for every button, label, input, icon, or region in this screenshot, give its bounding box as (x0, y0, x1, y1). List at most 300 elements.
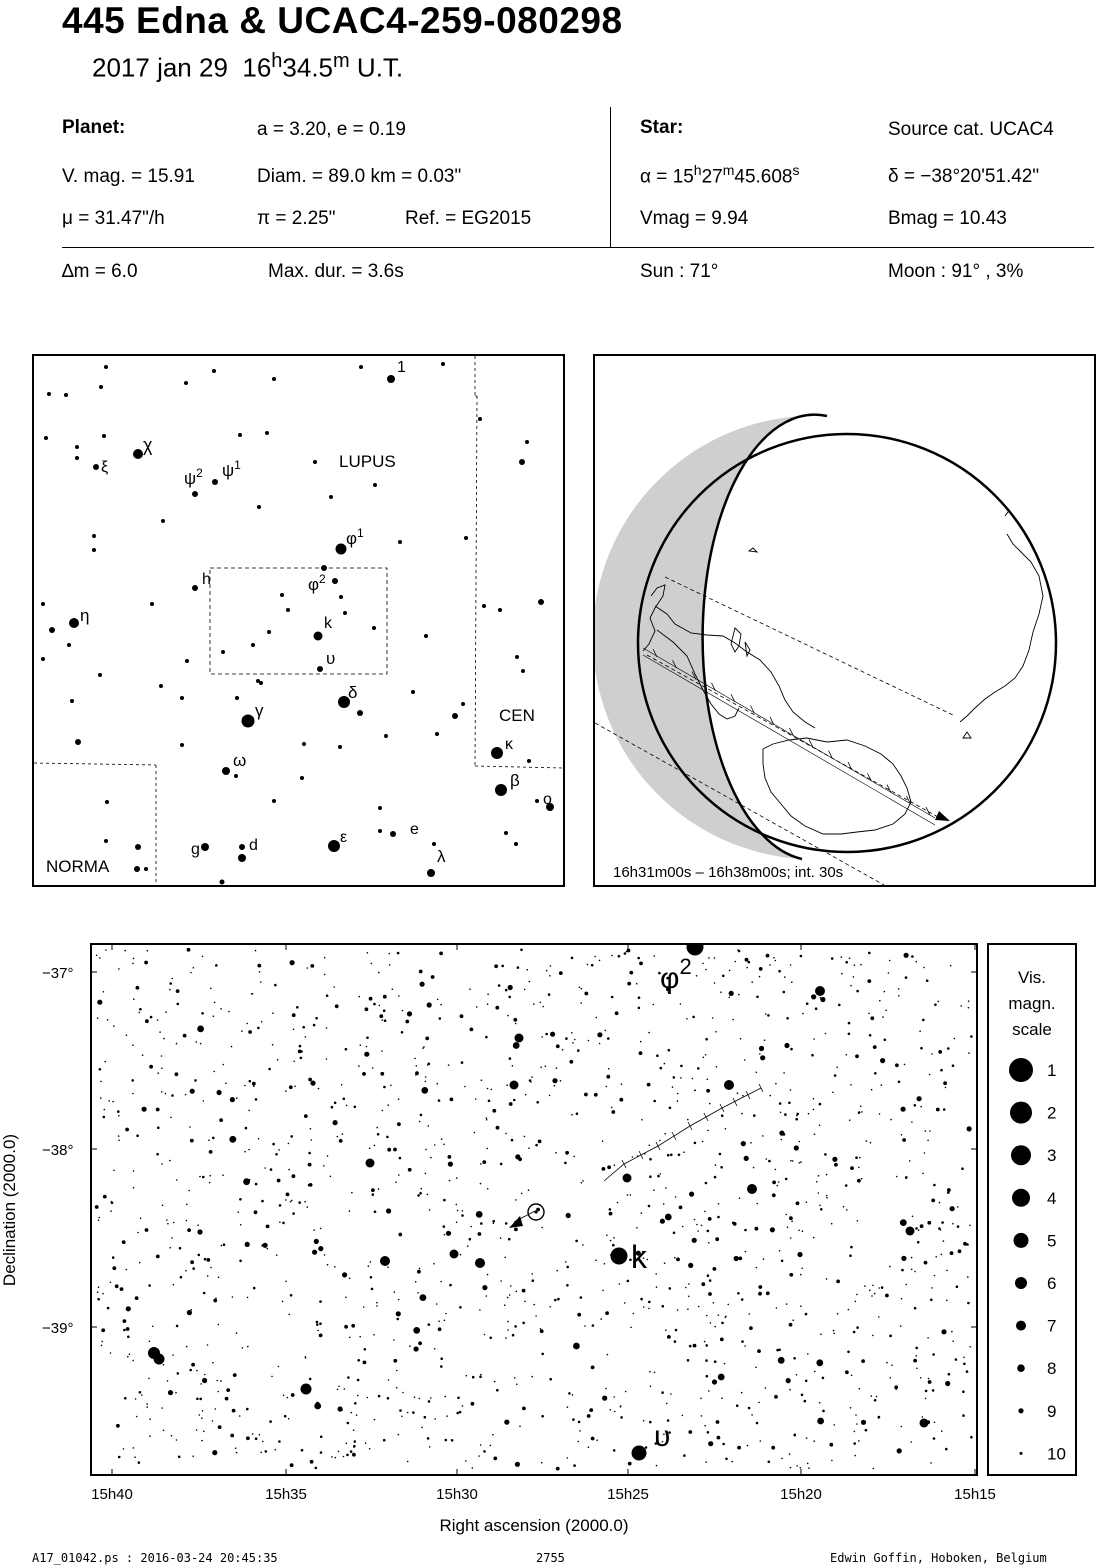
field-star (313, 1024, 316, 1027)
field-star (524, 989, 526, 991)
field-star (613, 1396, 615, 1398)
field-star (878, 1287, 880, 1289)
field-star (737, 949, 739, 951)
field-star (440, 1281, 442, 1283)
field-star (891, 1364, 893, 1366)
field-star (145, 1019, 149, 1023)
field-star (878, 1417, 880, 1419)
field-star (833, 1333, 835, 1335)
field-star (149, 1341, 151, 1343)
field-star (414, 1058, 416, 1060)
field-star (132, 1360, 134, 1362)
field-star (656, 1286, 658, 1288)
field-star (596, 1439, 598, 1441)
field-star (531, 1376, 533, 1378)
field-star (398, 1174, 400, 1176)
field-star (290, 1201, 292, 1203)
field-star (670, 1393, 672, 1395)
field-star (372, 1193, 375, 1196)
field-star (858, 1111, 861, 1114)
field-star (709, 1279, 712, 1282)
field-star (394, 1291, 396, 1293)
star-label-omega: ω (233, 751, 247, 770)
field-star (213, 1299, 217, 1303)
star-source: Source cat. UCAC4 (888, 119, 1054, 140)
field-star (647, 1083, 651, 1087)
field-star (656, 1465, 658, 1467)
field-star (922, 1019, 925, 1022)
field-star (252, 1082, 256, 1086)
field-star (113, 1170, 115, 1172)
field-star (509, 1294, 511, 1296)
field-star (103, 991, 105, 993)
field-star (191, 1309, 193, 1311)
field-star (407, 1412, 409, 1414)
field-star (446, 1231, 451, 1236)
field-star (599, 1043, 601, 1045)
field-star (841, 956, 843, 958)
field-star (522, 1322, 525, 1325)
field-star (228, 1011, 230, 1013)
field-star (843, 1206, 845, 1208)
field-star (324, 957, 326, 959)
field-star (785, 1214, 787, 1216)
field-star (298, 1050, 302, 1054)
field-star (800, 1161, 802, 1163)
field-star (791, 1220, 793, 1222)
field-star (507, 1329, 509, 1331)
field-star (555, 1152, 557, 1154)
field-star (540, 1328, 542, 1330)
field-star (209, 1150, 213, 1154)
field-star (705, 1359, 708, 1362)
field-star (335, 1457, 337, 1459)
field-star (387, 1266, 389, 1268)
field-star (490, 1445, 492, 1447)
field-star (641, 1119, 643, 1121)
field-star (219, 1118, 223, 1122)
field-star (789, 1453, 791, 1455)
field-star (445, 1313, 447, 1315)
field-star (353, 1446, 355, 1448)
field-star (491, 1089, 493, 1091)
finder-star (332, 578, 338, 584)
asteroid-path-tick (720, 1104, 724, 1112)
field-star (694, 1219, 696, 1221)
field-star (615, 1011, 619, 1015)
field-star (714, 982, 716, 984)
field-star (213, 1071, 215, 1073)
legend-dot (1012, 1189, 1030, 1207)
field-star (786, 1017, 789, 1020)
field-star (129, 1353, 131, 1355)
field-star (581, 1182, 583, 1184)
field-star (540, 1329, 544, 1333)
x-tick-label: 15h25 (607, 1486, 649, 1503)
field-star (800, 1467, 802, 1469)
field-star (901, 1134, 903, 1136)
bright-star-g (815, 986, 825, 996)
field-star (229, 1136, 236, 1143)
field-star (793, 1357, 796, 1360)
field-star (663, 1203, 665, 1205)
field-star (759, 967, 763, 971)
field-star (845, 1370, 849, 1374)
field-star (948, 1373, 951, 1376)
field-star (449, 1180, 451, 1182)
field-star (904, 1064, 906, 1066)
field-star (414, 1396, 416, 1398)
field-star (163, 1364, 165, 1366)
field-star (554, 1299, 557, 1302)
field-star (186, 1220, 188, 1222)
constellation-norma: NORMA (46, 857, 110, 876)
field-star (931, 1287, 933, 1289)
field-star (180, 1276, 183, 1279)
field-star (819, 1103, 822, 1106)
field-star (885, 1294, 889, 1298)
legend-mag-label: 4 (1047, 1188, 1057, 1208)
field-star (677, 1100, 679, 1102)
field-star (605, 1030, 607, 1032)
field-star (193, 967, 195, 969)
finder-star (159, 684, 163, 688)
field-star (369, 1448, 371, 1450)
field-star (857, 1179, 861, 1183)
field-star (790, 1237, 792, 1239)
field-star (487, 1274, 489, 1276)
field-star (715, 1237, 719, 1241)
moon-elongation: Moon : 91° , 3% (888, 261, 1024, 282)
event-minute: 34.5 (282, 52, 334, 83)
field-star (235, 1447, 237, 1449)
field-star (505, 1222, 508, 1225)
field-star (595, 1260, 597, 1262)
field-star (480, 1222, 483, 1225)
field-star (804, 1400, 807, 1403)
field-star (657, 1175, 660, 1178)
star-label-lambda: λ (437, 847, 446, 866)
field-star (934, 1422, 936, 1424)
field-star (381, 1050, 383, 1052)
field-star (456, 1412, 459, 1415)
star-label-k: k (324, 615, 332, 632)
field-star (187, 948, 191, 952)
field-star (796, 1374, 798, 1376)
field-star (448, 1064, 450, 1066)
field-star (683, 1151, 685, 1153)
field-star (688, 1296, 690, 1298)
field-star (506, 1084, 508, 1086)
footer-page-number: 2755 (536, 1551, 565, 1565)
field-star (264, 1167, 266, 1169)
field-star (451, 1439, 454, 1442)
field-star (365, 1442, 367, 1444)
field-star (326, 1027, 328, 1029)
field-star (624, 952, 627, 955)
target-star-dot (534, 1210, 537, 1213)
field-star (513, 1099, 516, 1102)
field-star (190, 1260, 194, 1264)
field-star (377, 1133, 380, 1136)
field-star (626, 951, 628, 953)
finder-star (495, 784, 507, 796)
field-star (240, 1224, 242, 1226)
field-star (727, 1304, 729, 1306)
field-star (724, 1363, 726, 1365)
field-star (365, 1007, 369, 1011)
field-star (230, 1434, 234, 1438)
field-star (257, 964, 261, 968)
field-star (276, 1254, 278, 1256)
field-star (421, 1427, 423, 1429)
field-star (696, 1224, 698, 1226)
field-star (210, 1267, 212, 1269)
finder-star (424, 634, 428, 638)
field-star (614, 1411, 616, 1413)
field-star (461, 1214, 464, 1217)
field-star (200, 1383, 202, 1385)
field-star (324, 974, 326, 976)
field-star (124, 1397, 127, 1400)
field-star (924, 1152, 926, 1154)
legend-dot (1010, 1102, 1032, 1124)
field-star (756, 1072, 758, 1074)
field-star (290, 960, 295, 965)
field-star (683, 1454, 686, 1457)
field-star (199, 1398, 202, 1401)
x-tick-label: 15h30 (436, 1486, 478, 1503)
field-star (241, 1030, 243, 1032)
field-star (456, 1177, 458, 1179)
field-star (669, 1107, 672, 1110)
field-star (165, 1093, 167, 1095)
field-star (826, 1278, 828, 1280)
field-star (549, 1095, 551, 1097)
field-star (789, 1216, 793, 1220)
field-star (579, 1430, 581, 1432)
field-star (697, 1230, 699, 1232)
field-star (915, 1355, 917, 1357)
field-star (138, 1461, 141, 1464)
field-star (438, 1320, 440, 1322)
planet-reference: Ref. = EG2015 (405, 208, 532, 229)
field-star (223, 1243, 226, 1246)
field-star (638, 1007, 641, 1010)
field-star (749, 1313, 751, 1315)
field-star (448, 1155, 452, 1159)
field-star (425, 1149, 427, 1151)
field-star (373, 1003, 376, 1006)
field-star (706, 1375, 709, 1378)
field-star (741, 1141, 746, 1146)
field-star (337, 1389, 339, 1391)
x-tick-label: 15h35 (265, 1486, 307, 1503)
field-star (434, 1418, 436, 1420)
field-star (709, 1103, 711, 1105)
field-star (609, 1409, 611, 1411)
field-star (430, 1397, 432, 1399)
field-star (212, 1450, 217, 1455)
field-star (885, 1010, 887, 1012)
field-star (954, 1038, 956, 1040)
field-star (654, 955, 656, 957)
field-star (620, 1416, 623, 1419)
field-star (214, 1002, 216, 1004)
field-star (945, 1087, 947, 1089)
field-star (304, 1114, 308, 1118)
field-star (196, 1041, 198, 1043)
field-star (126, 1327, 130, 1331)
field-star (789, 1389, 791, 1391)
field-star (171, 1094, 174, 1097)
field-star (912, 1216, 914, 1218)
field-star (515, 1154, 520, 1159)
field-star (759, 1046, 764, 1051)
finder-star (67, 643, 71, 647)
detail-label-k: k (631, 1239, 647, 1275)
field-star (775, 960, 777, 962)
field-star (233, 1373, 237, 1377)
field-star (389, 953, 391, 955)
field-star (963, 1363, 966, 1366)
field-star (248, 1030, 252, 1034)
field-star (868, 1013, 870, 1015)
field-star (890, 1377, 892, 1379)
field-star (832, 1157, 837, 1162)
field-star (386, 1136, 389, 1139)
field-star (926, 979, 929, 982)
field-star (755, 1227, 759, 1231)
field-star (317, 1330, 319, 1332)
finder-star (47, 392, 51, 396)
field-star (680, 1003, 682, 1005)
field-star (915, 1347, 918, 1350)
field-star (203, 1292, 206, 1295)
finder-star (427, 869, 435, 877)
finder-star (192, 585, 198, 591)
field-star (246, 1408, 249, 1411)
field-star (705, 1054, 707, 1056)
field-star (405, 1020, 409, 1024)
field-star (508, 985, 513, 990)
field-star (483, 1450, 486, 1453)
field-star (713, 1267, 717, 1271)
field-star (268, 1068, 271, 1071)
field-star (415, 1071, 419, 1075)
field-star (873, 1045, 877, 1049)
field-star (917, 1096, 922, 1101)
field-star (398, 995, 400, 997)
star-label-gamma: γ (255, 701, 264, 720)
field-star (383, 1439, 386, 1442)
field-star (796, 1113, 799, 1116)
field-star (941, 1254, 943, 1256)
field-star (829, 1443, 833, 1447)
field-star (232, 1409, 236, 1413)
field-star (445, 1439, 448, 1442)
field-star (619, 1283, 621, 1285)
field-star (833, 1424, 835, 1426)
field-star (850, 985, 852, 987)
field-star (665, 1187, 667, 1189)
field-star (753, 1167, 755, 1169)
field-star (784, 1113, 787, 1116)
field-star (277, 1179, 281, 1183)
field-star (806, 1002, 809, 1005)
field-star (287, 1397, 289, 1399)
field-star (508, 996, 511, 999)
field-star (148, 1284, 151, 1287)
field-star (853, 976, 855, 978)
field-star (212, 1137, 215, 1140)
field-star (584, 992, 588, 996)
field-star (315, 1017, 318, 1020)
field-star (173, 1222, 175, 1224)
field-star (798, 1230, 800, 1232)
field-star (737, 1446, 741, 1450)
field-star (667, 1335, 671, 1339)
field-star (520, 949, 523, 952)
bright-star-n (366, 1159, 375, 1168)
field-star (176, 1325, 179, 1328)
field-star (708, 1217, 712, 1221)
field-star (781, 1139, 783, 1141)
field-star (302, 1026, 305, 1029)
field-star (277, 1059, 279, 1061)
field-star (364, 1052, 369, 1057)
field-star (177, 1372, 180, 1375)
field-star (504, 1257, 506, 1259)
field-star (161, 1407, 163, 1409)
field-star (645, 1446, 648, 1449)
field-star (963, 1357, 965, 1359)
field-star (192, 1267, 195, 1270)
field-star (656, 1054, 659, 1057)
field-star (379, 1005, 381, 1007)
field-star (359, 1336, 361, 1338)
field-star (741, 1392, 743, 1394)
field-star (166, 1219, 168, 1221)
field-star (457, 1210, 459, 1212)
field-star (244, 1151, 246, 1153)
field-star (906, 1176, 908, 1178)
finder-star (239, 844, 245, 850)
field-star (970, 1436, 973, 1439)
field-star (542, 1006, 544, 1008)
finder-star (432, 842, 436, 846)
finder-star (259, 681, 263, 685)
field-star (369, 1148, 371, 1150)
field-star (790, 1467, 792, 1469)
field-star (265, 1450, 268, 1453)
field-star (872, 1285, 874, 1287)
bright-star-upsilon (632, 1446, 647, 1461)
field-star (604, 1263, 606, 1265)
field-star (531, 1076, 533, 1078)
field-star (456, 1222, 458, 1224)
field-star (961, 1167, 964, 1170)
field-star (347, 1376, 350, 1379)
field-star (161, 1163, 163, 1165)
legend-title-line1: Vis. (1017, 968, 1047, 987)
globe-time-range: 16h31m00s – 16h38m00s; int. 30s (613, 864, 844, 881)
field-star (278, 1366, 280, 1368)
field-star (807, 1463, 809, 1465)
field-star (762, 1135, 764, 1137)
field-star (653, 1004, 655, 1006)
field-star (220, 1380, 222, 1382)
